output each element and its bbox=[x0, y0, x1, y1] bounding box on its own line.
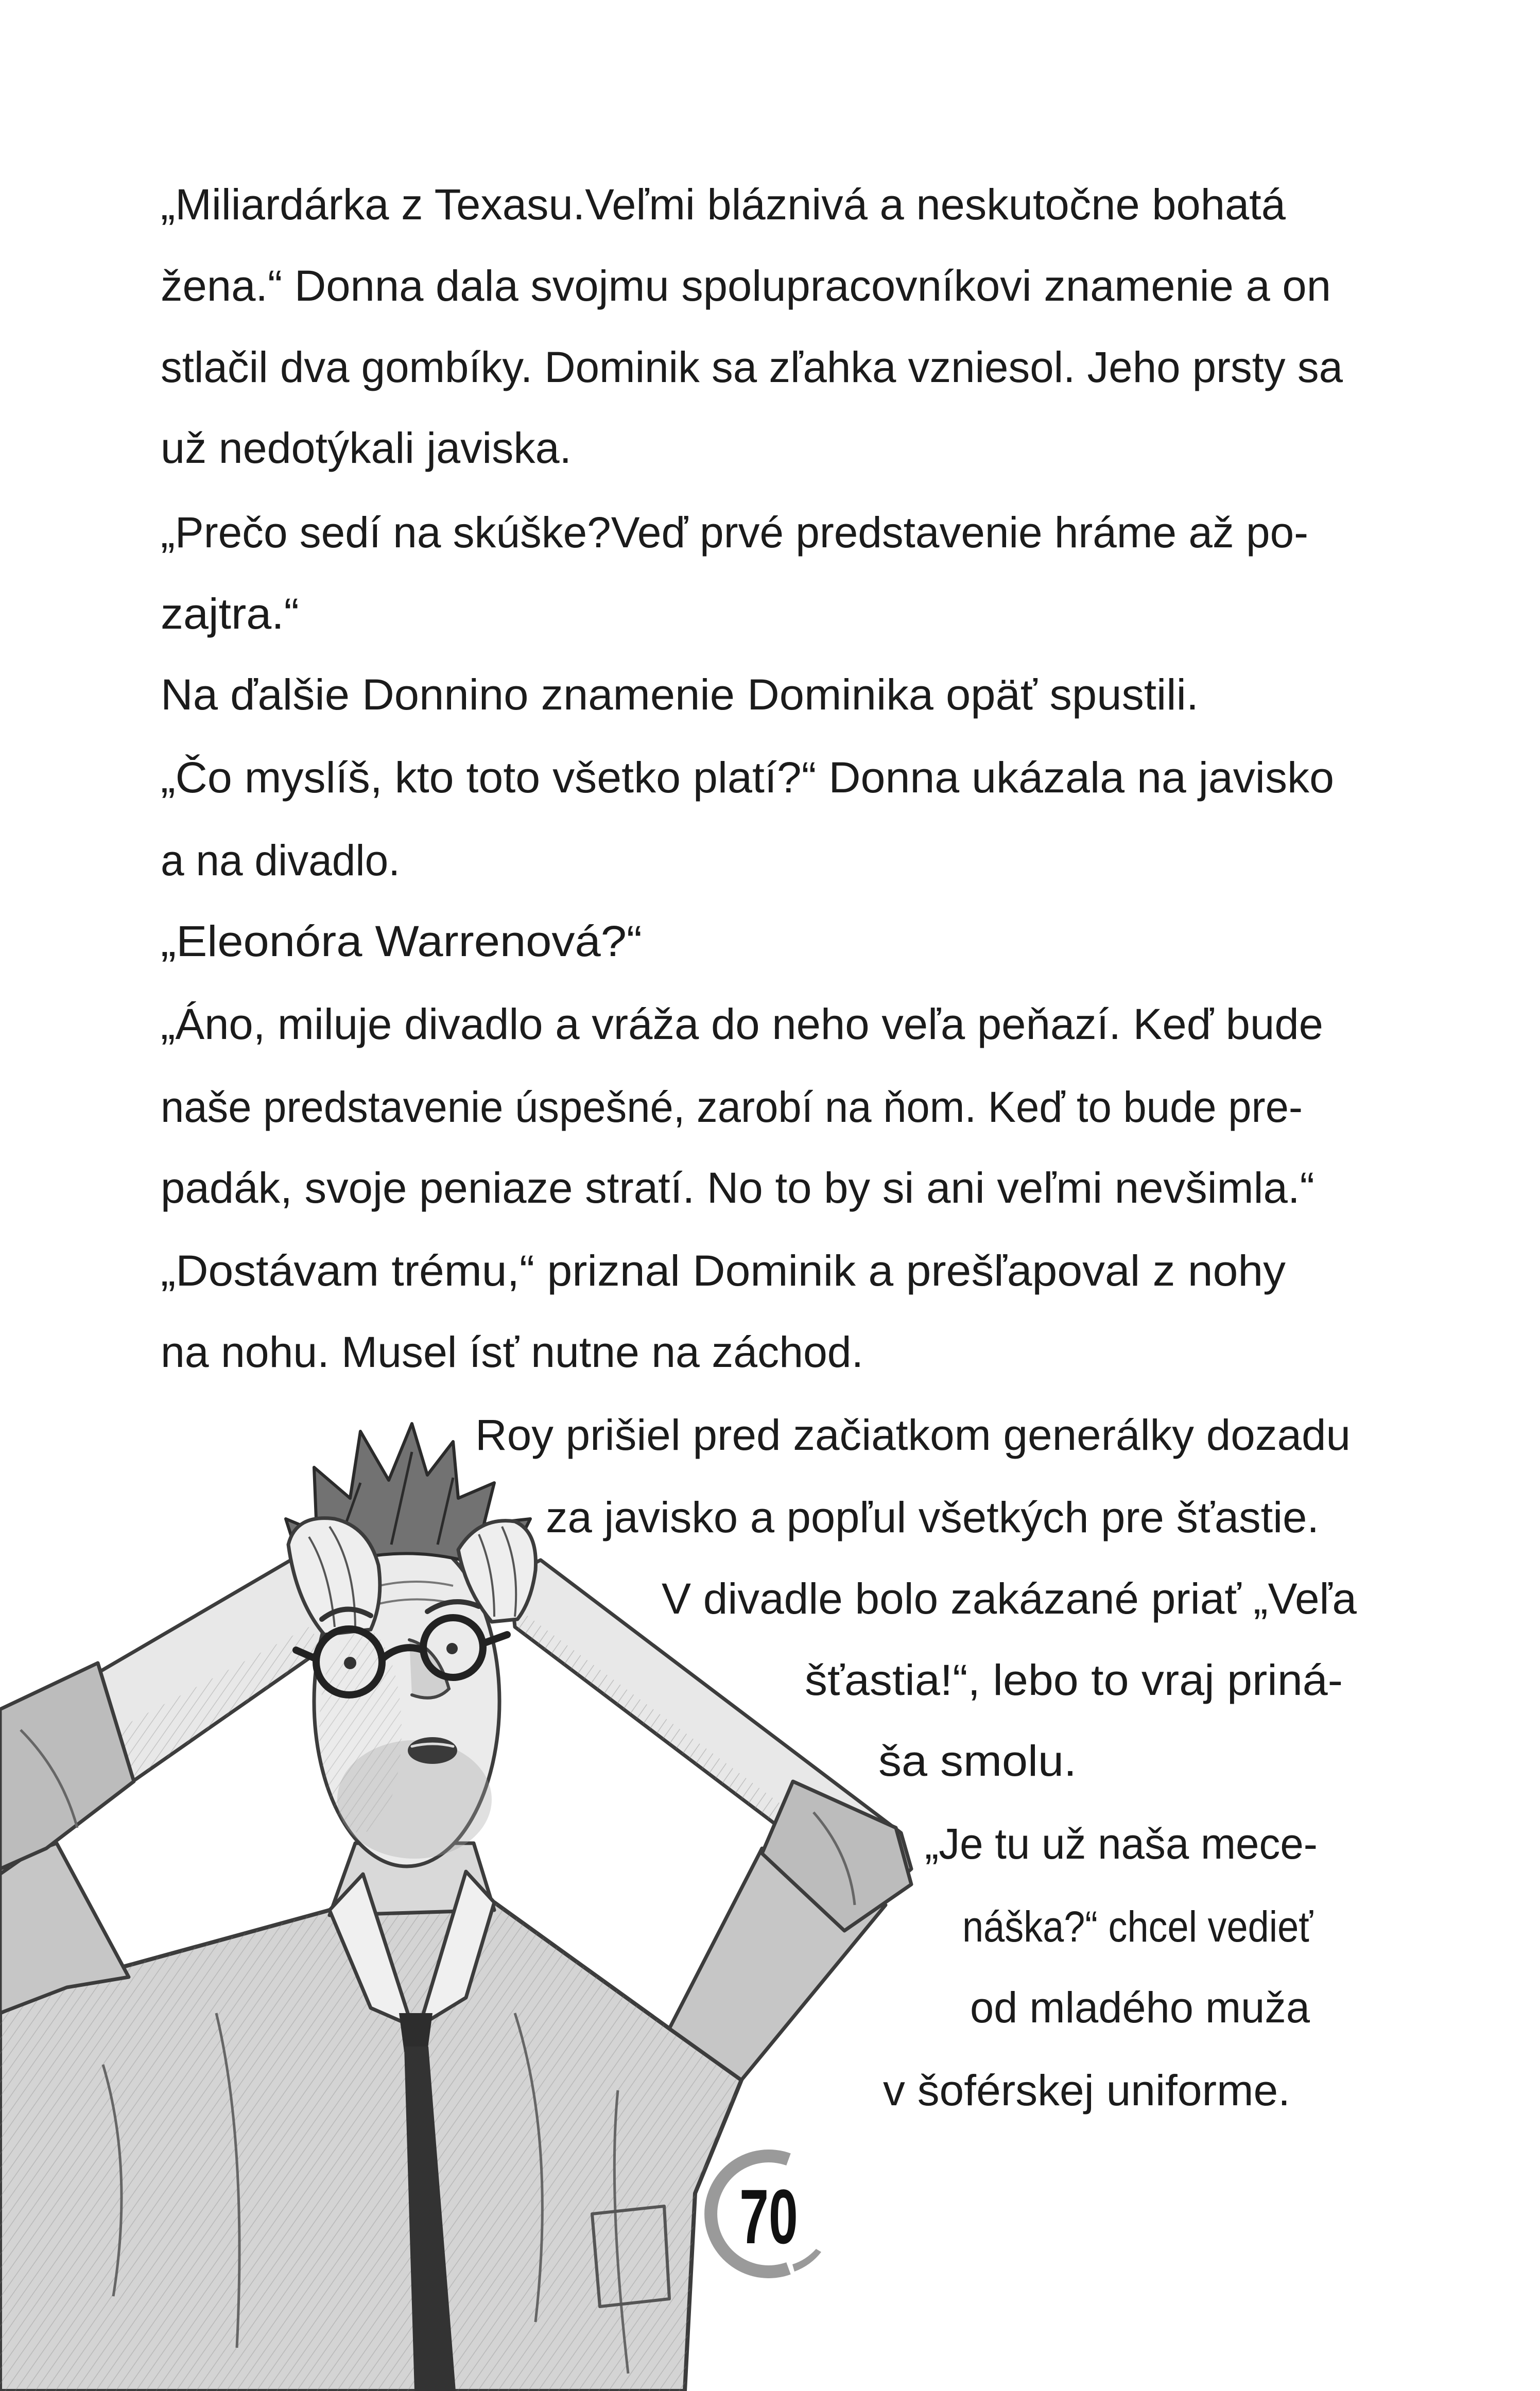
text-line-content: „Je tu už naša mece- bbox=[925, 1820, 1318, 1868]
text-line-content: od mladého muža bbox=[970, 1983, 1310, 2032]
text-line-content: Roy prišiel pred začiatkom generálky dozadu bbox=[475, 1411, 1351, 1459]
text-line bbox=[970, 1979, 1314, 2036]
text-line bbox=[925, 1815, 1328, 1872]
text-line bbox=[161, 257, 1331, 314]
text-line-content: v šoférskej uniforme. bbox=[883, 2066, 1290, 2115]
text-line-content: padák, svoje peniaze stratí. No to by si ani veľmi nevšimla.“ bbox=[161, 1164, 1314, 1212]
eye-left bbox=[344, 1657, 356, 1669]
text-line bbox=[161, 420, 572, 476]
eye-right bbox=[446, 1643, 458, 1654]
text-line bbox=[883, 2062, 1290, 2119]
text-line bbox=[161, 832, 406, 889]
text-line bbox=[475, 1407, 1351, 1463]
text-line bbox=[161, 666, 1199, 723]
text-line bbox=[161, 1159, 1314, 1216]
text-line bbox=[161, 1324, 862, 1380]
text-line bbox=[161, 585, 299, 642]
text-line-content: šťastia!“, lebo to vraj priná- bbox=[805, 1656, 1343, 1704]
text-line-content: náška?“ chcel vedieť bbox=[962, 1902, 1313, 1951]
text-line bbox=[161, 176, 1286, 233]
text-line-content: „Dostávam trému,“ priznal Dominik a prešľapoval z nohy bbox=[161, 1246, 1286, 1295]
page-number: 70 bbox=[739, 2173, 798, 2260]
text-line bbox=[161, 996, 1323, 1052]
tie-knot bbox=[399, 2013, 432, 2052]
text-line bbox=[546, 1489, 1319, 1546]
text-line-content: „Miliardárka z Texasu.Veľmi bláznivá a neskutočne bohatá bbox=[161, 180, 1286, 229]
text-line-content: „Čo myslíš, kto toto všetko platí?“ Donna ukázala na javisko bbox=[161, 753, 1334, 802]
text-line-content: stlačil dva gombíky. Dominik sa zľahka vzniesol. Jeho prsty sa bbox=[161, 343, 1343, 391]
text-line bbox=[161, 1079, 1339, 1135]
text-line-content: ša smolu. bbox=[878, 1737, 1077, 1785]
text-line bbox=[878, 1732, 1077, 1789]
text-line-content: „Prečo sedí na skúške?Veď prvé predstavenie hráme až po- bbox=[161, 508, 1308, 557]
text-line bbox=[161, 749, 1334, 806]
text-line-content: a na divadlo. bbox=[161, 836, 400, 885]
text-line-content: V divadle bolo zakázané priať „Veľa bbox=[662, 1574, 1357, 1623]
text-line-content: už nedotýkali javiska. bbox=[161, 424, 572, 472]
text-line-content: „Áno, miluje divadlo a vráža do neho veľa peňazí. Keď bude bbox=[161, 1000, 1323, 1048]
text-line bbox=[161, 339, 1351, 395]
text-line-content: na nohu. Musel ísť nutne na záchod. bbox=[161, 1328, 863, 1376]
text-line-content: „Eleonóra Warrenová?“ bbox=[161, 917, 642, 965]
text-line bbox=[662, 1570, 1357, 1627]
mouth bbox=[408, 1737, 457, 1764]
text-line bbox=[805, 1652, 1343, 1708]
text-line-content: za javisko a popľul všetkých pre šťastie. bbox=[546, 1493, 1319, 1541]
text-line-content: naše predstavenie úspešné, zarobí na ňom. Keď to bude pre- bbox=[161, 1083, 1303, 1131]
text-line bbox=[161, 504, 1312, 561]
text-line-content: Na ďalšie Donnino znamenie Dominika opäť spustili. bbox=[161, 670, 1199, 719]
text-line bbox=[161, 1242, 1286, 1299]
text-line-content: zajtra.“ bbox=[161, 590, 299, 638]
text-line bbox=[161, 913, 642, 969]
text-line bbox=[962, 1898, 1361, 1955]
text-line-content: žena.“ Donna dala svojmu spolupracovníkovi znamenie a on bbox=[161, 262, 1331, 310]
